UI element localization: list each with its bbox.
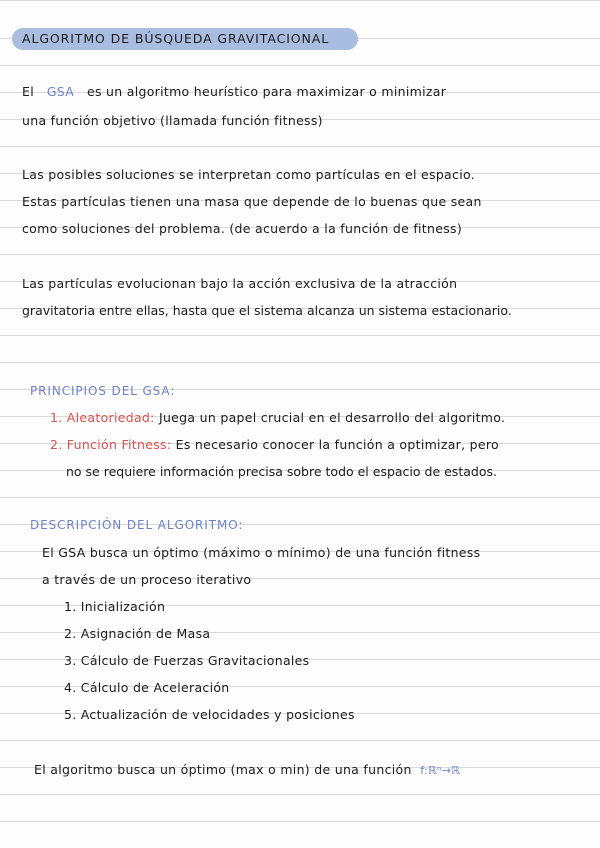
principle-1-label: 1. Aleatoriedad: xyxy=(50,410,155,425)
principle-item-1 xyxy=(50,410,505,426)
particles-line-1: Las posibles soluciones se interpretan como partículas en el espacio. xyxy=(22,167,475,182)
particles-line-2: Estas partículas tienen una masa que depende de lo buenas que sean xyxy=(22,194,482,209)
step-4: 4. Cálculo de Aceleración xyxy=(64,680,230,695)
closing-line xyxy=(34,762,460,779)
evolution-line-1: Las partículas evolucionan bajo la acción exclusiva de la atracción xyxy=(22,276,458,291)
step-5: 5. Actualización de velocidades y posiciones xyxy=(64,707,355,722)
intro-post: es un algoritmo heurístico para maximizar o minimizar xyxy=(86,84,447,99)
principle-2-label: 2. Función Fitness: xyxy=(50,437,172,452)
function-formula: f:ℝⁿ→ℝ xyxy=(420,764,461,777)
description-heading: DESCRIPCIÓN DEL ALGORITMO: xyxy=(30,518,244,532)
principle-2-continuation: no se requiere información precisa sobre todo el espacio de estados. xyxy=(66,464,497,479)
step-3: 3. Cálculo de Fuerzas Gravitacionales xyxy=(64,653,310,668)
closing-text: El algoritmo busca un óptimo (max o min) de una función xyxy=(34,762,412,777)
particles-line-3: como soluciones del problema. (de acuerdo a la función de fitness) xyxy=(22,221,463,236)
principles-heading: PRINCIPIOS DEL GSA: xyxy=(30,384,176,398)
intro-line-2: una función objetivo (llamada función fitness) xyxy=(22,113,323,128)
step-1: 1. Inicialización xyxy=(64,599,166,614)
step-2: 2. Asignación de Masa xyxy=(64,626,211,641)
intro-line-1 xyxy=(22,84,446,100)
gsa-acronym: GSA xyxy=(46,84,75,99)
principle-1-text: Juega un papel crucial en el desarrollo del algoritmo. xyxy=(158,410,506,425)
page-title: ALGORITMO DE BÚSQUEDA GRAVITACIONAL xyxy=(22,31,330,46)
principle-item-2 xyxy=(50,437,499,453)
description-line-1: El GSA busca un óptimo (máximo o mínimo) de una función fitness xyxy=(42,545,481,560)
description-line-2: a través de un proceso iterativo xyxy=(42,572,252,587)
intro-pre: El xyxy=(22,84,34,99)
evolution-line-2: gravitatoria entre ellas, hasta que el sistema alcanza un sistema estacionario. xyxy=(22,303,512,318)
principle-2-text: Es necesario conocer la función a optimizar, pero xyxy=(175,437,499,452)
